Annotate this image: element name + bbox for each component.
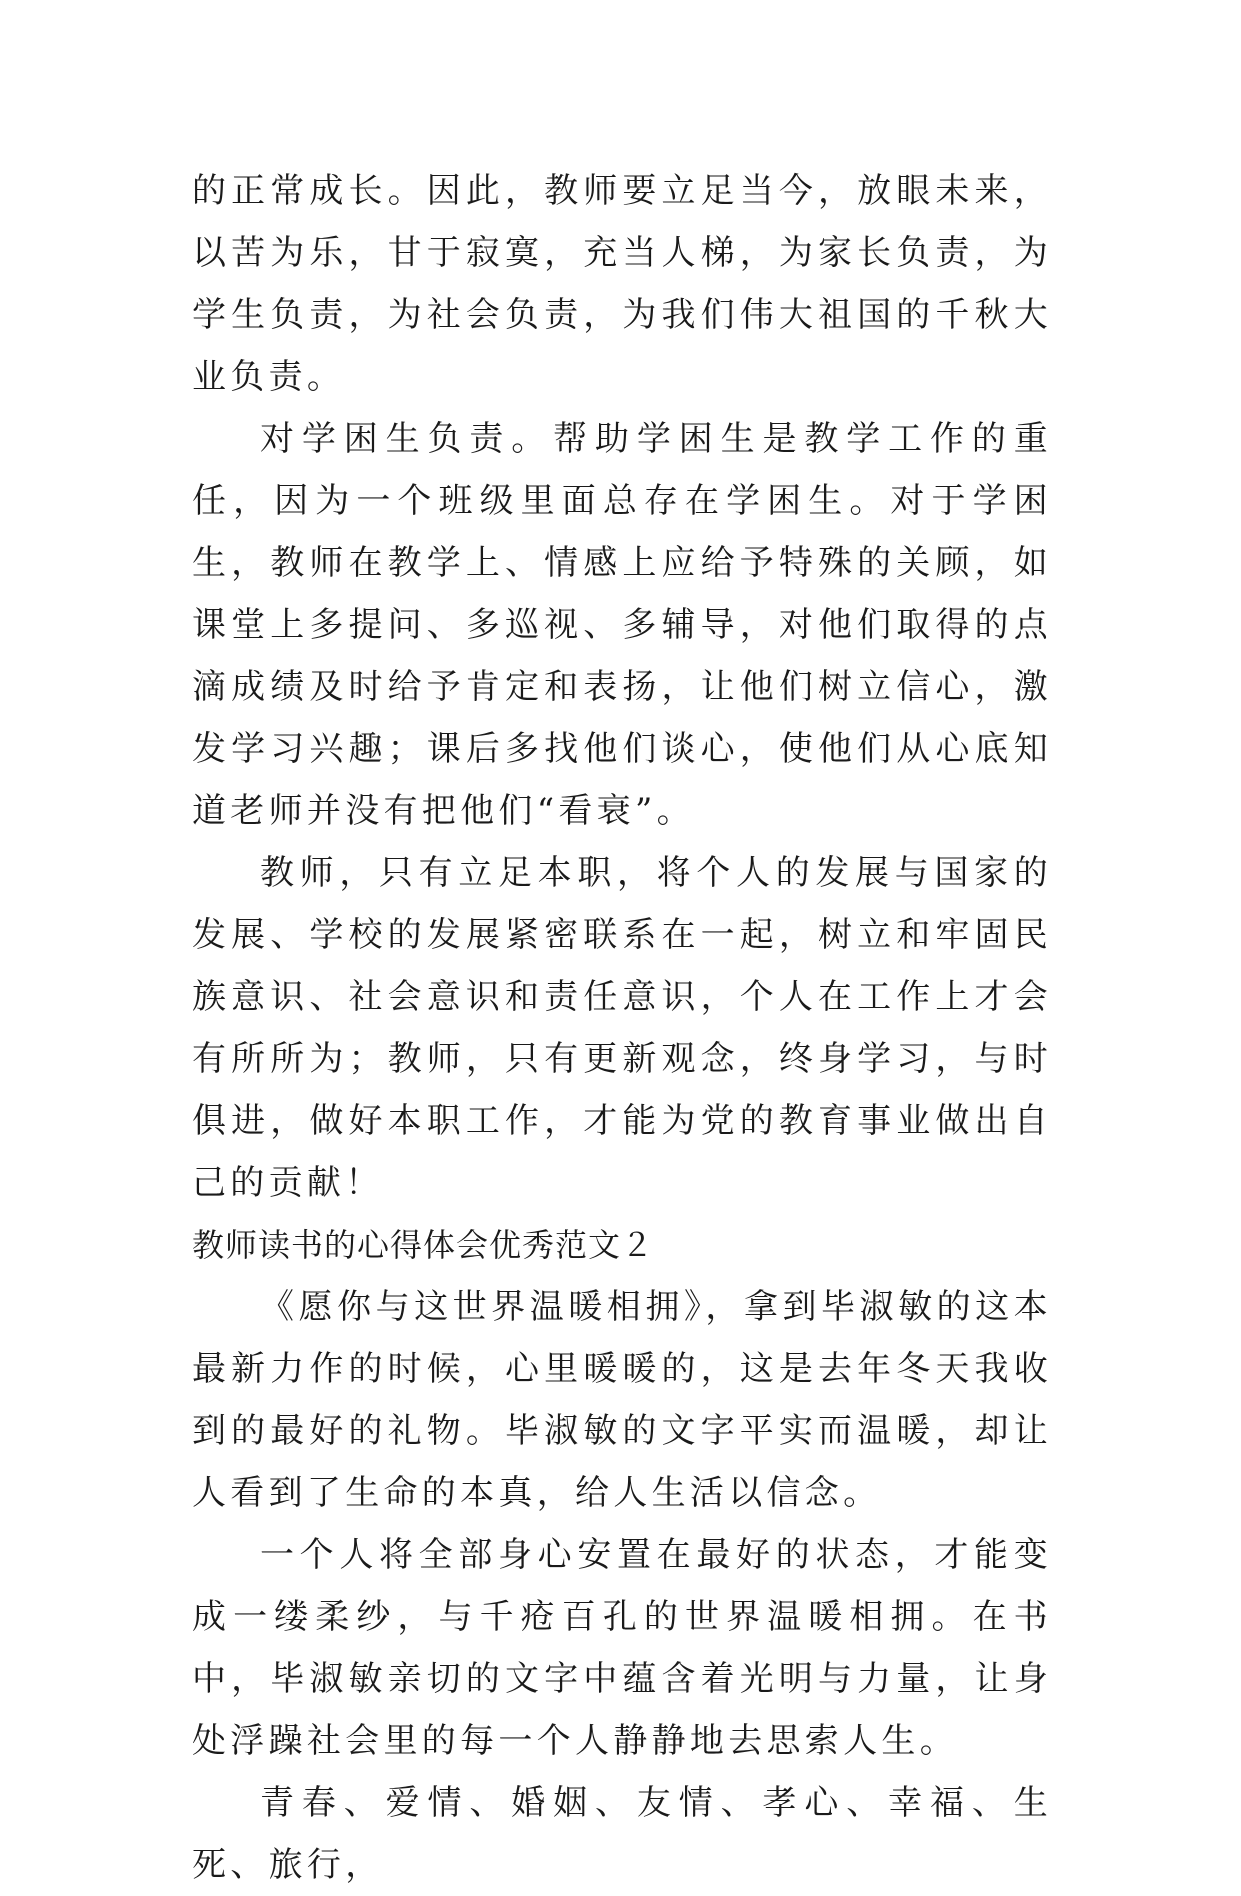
paragraph-book-reflection: 一个人将全部身心安置在最好的状态，才能变成一缕柔纱，与千疮百孔的世界温暖相拥。在书中，毕淑敏亲切的文字中蕴含着光明与力量，让身处浮躁社会里的每一个人静静地去思索人生。 [192, 1535, 1052, 1761]
paragraph-life-themes: 青春、爱情、婚姻、友情、孝心、幸福、生死、旅行， [192, 1783, 1052, 1885]
paragraph-struggling-students: 对学困生负责。帮助学困生是教学工作的重任，因为一个班级里面总存在学困生。对于学困生，教师在教学上、情感上应给予特殊的关顾，如课堂上多提问、多巡视、多辅导，对他们取得的点滴成绩及时给予肯定和表扬，让他们树立信心，激发学习兴趣；课后多找他们谈心，使他们从心底知道老师并没有把他们“看衰”。 [192, 419, 1052, 831]
section-heading: 教师读书的心得体会优秀范文２ [192, 1226, 655, 1264]
paragraph-continuation: 的正常成长。因此，教师要立足当今，放眼未来，以苦为乐，甘于寂寞，充当人梯，为家长负责，为学生负责，为社会负责，为我们伟大祖国的千秋大业负责。 [192, 171, 1052, 397]
paragraph-teacher-duty: 教师，只有立足本职，将个人的发展与国家的发展、学校的发展紧密联系在一起，树立和牢固民族意识、社会意识和责任意识，个人在工作上才会有所所为；教师，只有更新观念，终身学习，与时俱进，做好本职工作，才能为党的教育事业做出自己的贡献！ [192, 853, 1052, 1203]
paragraph-book-intro: 《愿你与这世界温暖相拥》，拿到毕淑敏的这本最新力作的时候，心里暖暖的，这是去年冬天我收到的最好的礼物。毕淑敏的文字平实而温暖，却让人看到了生命的本真，给人生活以信念。 [192, 1287, 1052, 1513]
document-body [192, 160, 1052, 1896]
